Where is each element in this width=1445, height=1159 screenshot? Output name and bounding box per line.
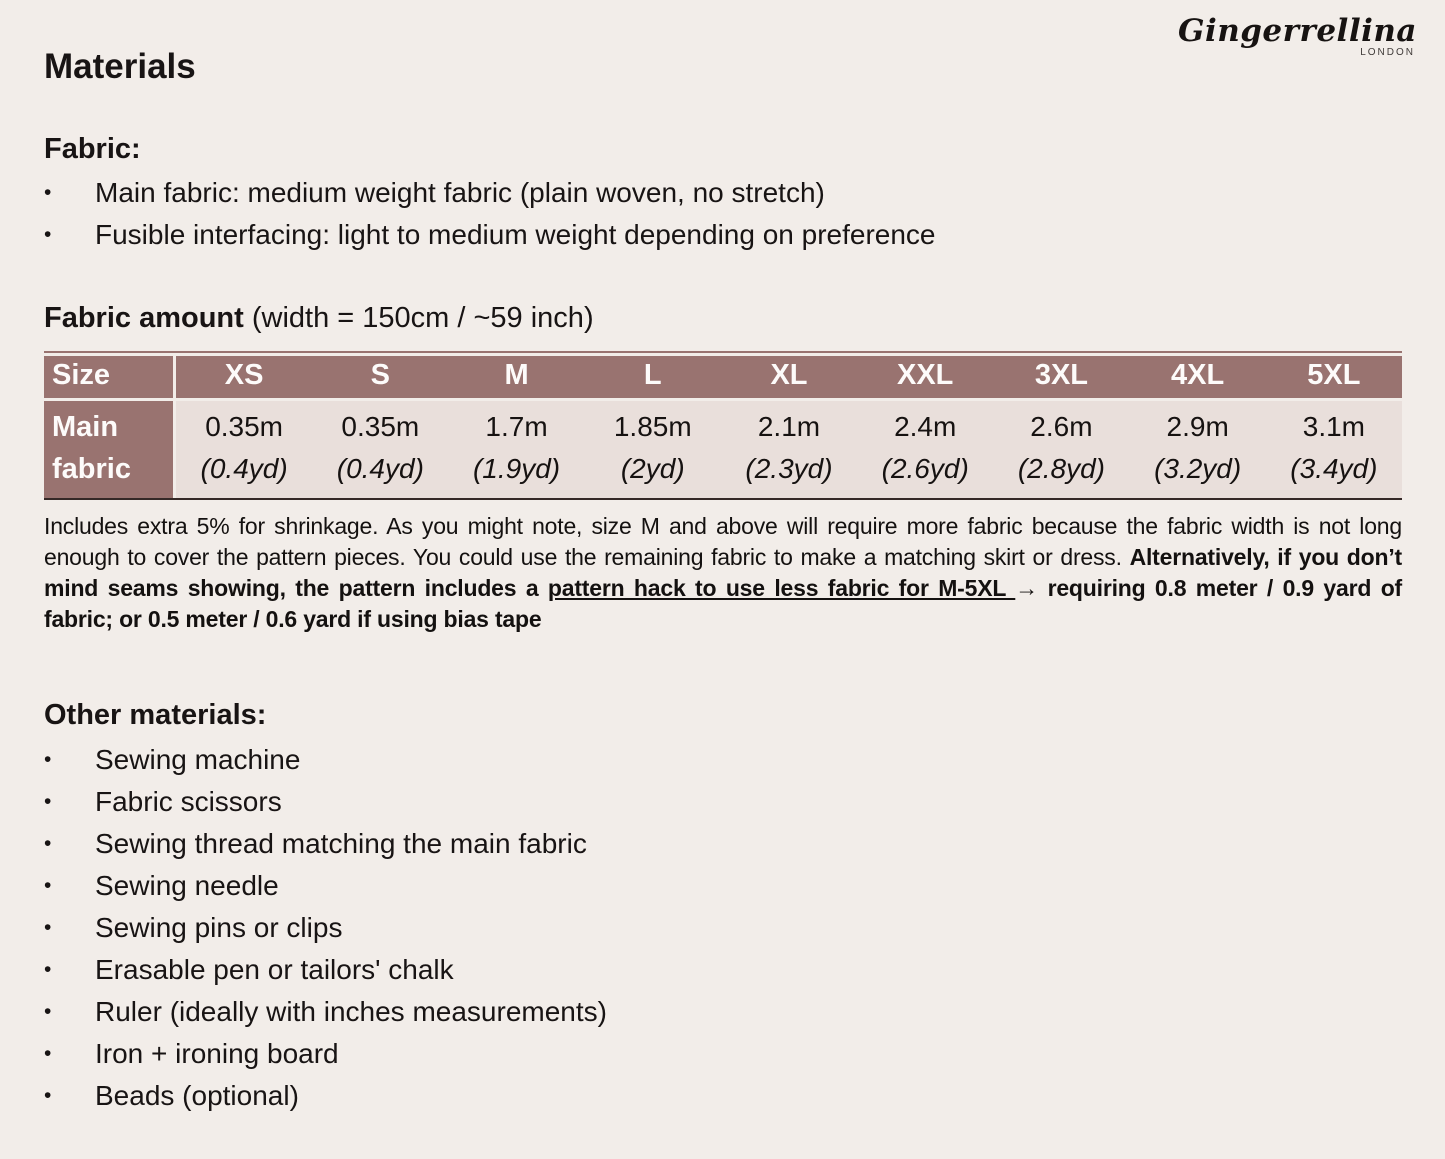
bullet-icon: •	[44, 1041, 52, 1065]
brand-city-label: LONDON	[1360, 47, 1415, 58]
size-header-cell: XS	[176, 356, 312, 401]
note-regular-text: Includes extra 5% for shrinkage. As you might note, size M and above will require more fabric because the fabric width is not long enough to cover the pattern pieces. You could use the remaining fabric to make a matching skirt or dress.	[44, 512, 1402, 570]
brand-logo	[1177, 13, 1417, 58]
meter-value: 1.7m	[485, 411, 548, 443]
yard-value: (2.8yd)	[1017, 452, 1105, 484]
list-item-text: Fusible interfacing: light to medium weight depending on preference	[95, 219, 936, 251]
bullet-icon: •	[44, 873, 52, 897]
list-item-text: Sewing machine	[95, 743, 301, 775]
size-header-cell: M	[448, 356, 584, 401]
page-title: Materials	[44, 47, 196, 86]
fabric-amount-heading-detail: (width = 150cm / ~59 inch)	[243, 302, 594, 335]
yard-value: (3.2yd)	[1154, 452, 1242, 484]
fabric-list	[44, 172, 1402, 256]
list-item-text: Erasable pen or tailors' chalk	[95, 953, 454, 985]
list-item	[44, 991, 1402, 1033]
list-item-text: Beads (optional)	[95, 1079, 299, 1111]
bullet-icon: •	[44, 789, 52, 813]
list-item-text: Iron + ironing board	[95, 1037, 339, 1069]
arrow-right-icon: →	[1015, 574, 1039, 601]
bullet-icon: •	[44, 223, 52, 247]
brand-name: Gingerrellina	[1177, 13, 1417, 49]
note-bold-text: Alternatively, if you don’t mind seams showing, the pattern includes a	[44, 543, 1403, 601]
fabric-amount-heading	[44, 300, 1402, 338]
meter-value: 2.4m	[894, 411, 957, 443]
yard-value: (1.9yd)	[472, 452, 561, 484]
list-item	[44, 739, 1402, 781]
bullet-icon: •	[44, 831, 52, 855]
list-item	[44, 781, 1402, 823]
other-materials-list	[44, 739, 1402, 1117]
bullet-icon: •	[44, 957, 52, 981]
note-bold-end-text: requiring 0.8 meter / 0.9 yard of fabric; or 0.5 meter / 0.6 yard if using bias tape	[44, 574, 1402, 632]
yard-value: (0.4yd)	[336, 452, 424, 484]
list-item-text: Fabric scissors	[95, 785, 282, 817]
bullet-icon: •	[44, 181, 52, 205]
fabric-size-table-wrap	[44, 351, 1402, 500]
meter-value: 1.85m	[613, 411, 692, 443]
fabric-amount-cell	[448, 401, 584, 498]
fabric-amount-cell	[1130, 401, 1266, 498]
size-header-cell: 3XL	[993, 356, 1129, 401]
bullet-icon: •	[44, 1083, 52, 1107]
main-fabric-row-label: Main fabric	[44, 401, 176, 498]
shrinkage-note	[44, 511, 1402, 635]
fabric-amount-cell	[721, 401, 857, 498]
fabric-size-table	[44, 356, 1402, 500]
fabric-amount-cell	[1266, 401, 1402, 498]
yard-value: (2yd)	[620, 452, 685, 484]
list-item	[44, 1075, 1402, 1117]
list-item	[44, 172, 1402, 214]
size-header-cell: 5XL	[1266, 356, 1402, 401]
size-header-cell: L	[585, 356, 721, 401]
list-item-text: Sewing thread matching the main fabric	[95, 827, 587, 859]
list-item	[44, 1033, 1402, 1075]
note-underlined-text: pattern hack to use less fabric for M-5XL	[547, 574, 1016, 601]
size-header-cell: Size	[44, 356, 176, 401]
list-item-text: Main fabric: medium weight fabric (plain woven, no stretch)	[95, 177, 825, 209]
yard-value: (0.4yd)	[200, 452, 288, 484]
size-header-cell: 4XL	[1130, 356, 1266, 401]
size-header-cell: S	[312, 356, 448, 401]
yard-value: (2.6yd)	[881, 452, 969, 484]
bullet-icon: •	[44, 915, 52, 939]
list-item	[44, 907, 1402, 949]
list-item	[44, 865, 1402, 907]
size-header-cell: XL	[721, 356, 857, 401]
list-item-text: Sewing needle	[95, 869, 279, 901]
meter-value: 3.1m	[1302, 411, 1365, 443]
meter-value: 2.1m	[757, 411, 821, 443]
bullet-icon: •	[44, 999, 52, 1023]
fabric-amount-cell	[857, 401, 993, 498]
list-item	[44, 214, 1402, 256]
meter-value: 2.9m	[1166, 411, 1229, 443]
meter-value: 0.35m	[205, 411, 284, 443]
yard-value: (3.4yd)	[1290, 452, 1378, 484]
list-item	[44, 823, 1402, 865]
list-item-text: Ruler (ideally with inches measurements)	[95, 995, 607, 1027]
list-item-text: Sewing pins or clips	[95, 911, 343, 943]
fabric-amount-cell	[312, 401, 448, 498]
meter-value: 0.35m	[341, 411, 420, 443]
yard-value: (2.3yd)	[745, 452, 833, 484]
bullet-icon: •	[44, 747, 52, 771]
fabric-amount-cell	[993, 401, 1129, 498]
other-materials-heading: Other materials:	[44, 698, 267, 731]
fabric-amount-heading-bold: Fabric amount	[44, 302, 244, 335]
size-header-cell: XXL	[857, 356, 993, 401]
fabric-amount-cell	[176, 401, 312, 498]
fabric-heading: Fabric:	[44, 132, 141, 165]
list-item	[44, 949, 1402, 991]
table-header-row	[44, 356, 1402, 401]
meter-value: 2.6m	[1030, 411, 1093, 443]
fabric-amount-cell	[585, 401, 721, 498]
table-body-row	[44, 401, 1402, 498]
